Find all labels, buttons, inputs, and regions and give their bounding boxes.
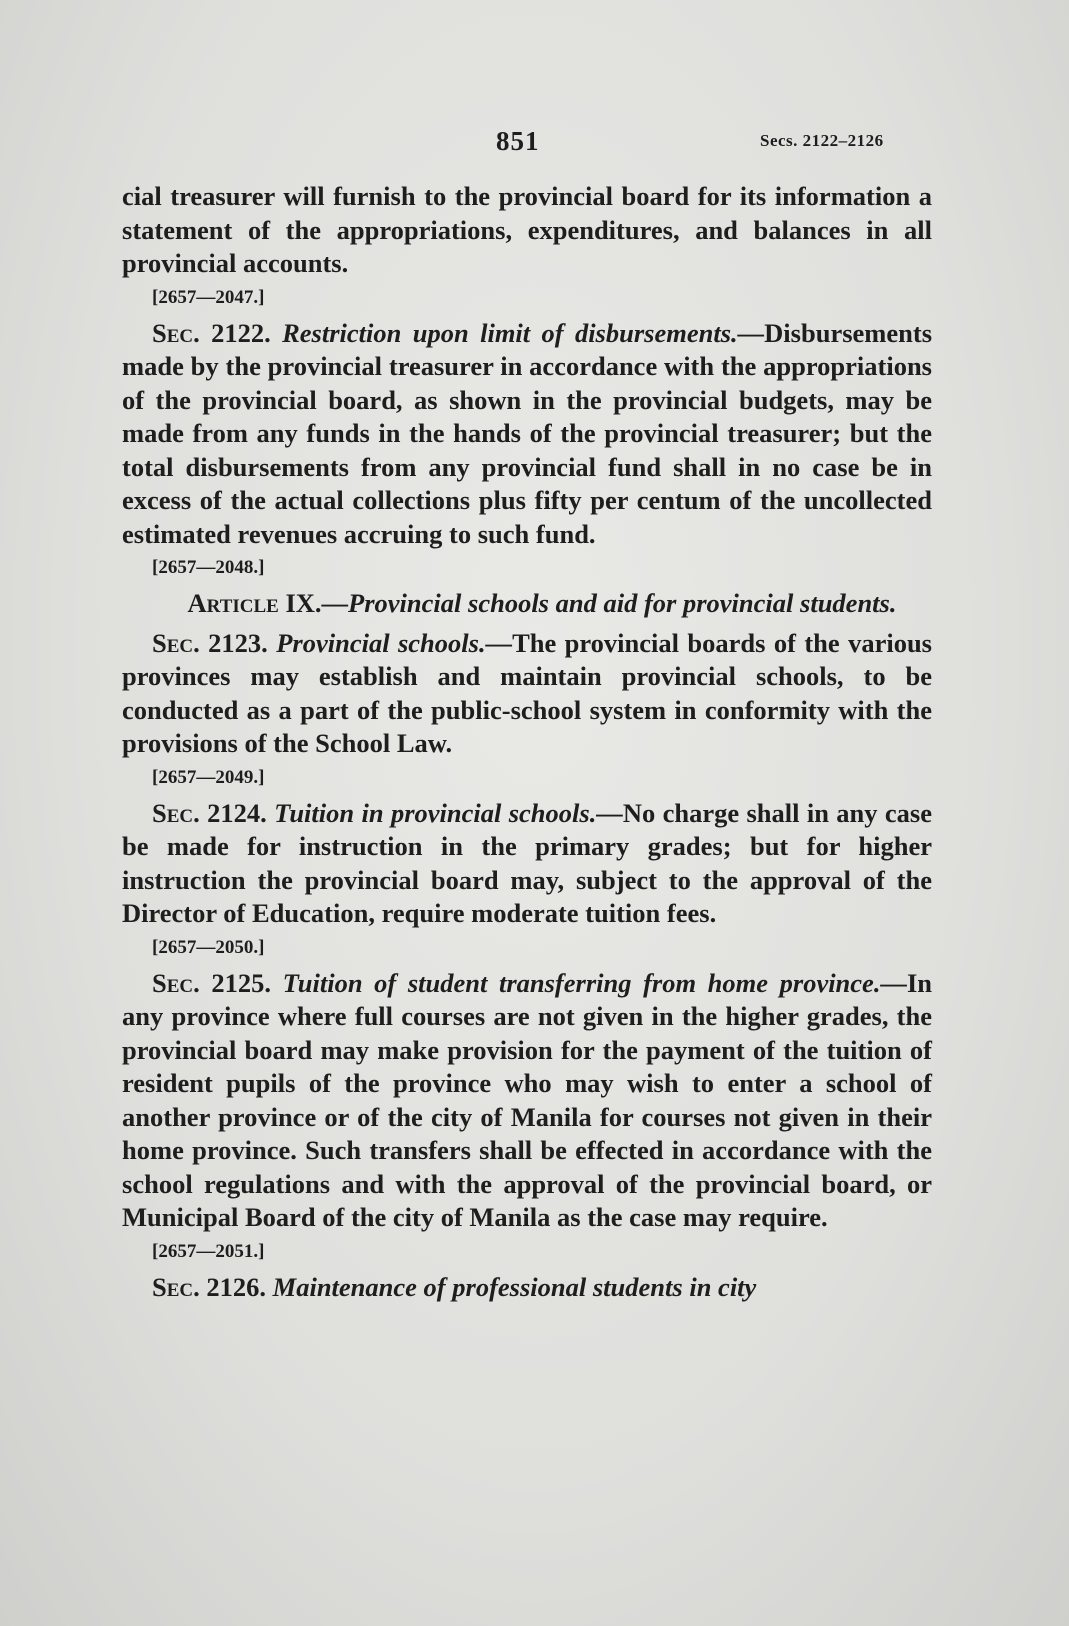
section-label: Sec. 2125.	[152, 967, 271, 998]
section-paragraph	[122, 1271, 932, 1305]
section-text: Disbursements made by the provincial treasurer in accordance with the appropriations of the provincial board, as shown in the provincial budgets, may be made from any funds in the hands of the provincial treasurer; but the total disbursements from any provincial fund shall in no case be in excess of the actual collections plus fifty per centum of the uncollected estimated revenues accruing to such fund.	[122, 317, 933, 549]
section-text: No charge shall in any case be made for instruction in the primary grades; but for higher instruction the provincial board may, subject to the approval of the Director of Education, require moderate tuition fees.	[122, 797, 932, 928]
section-paragraph	[122, 317, 932, 552]
source-citation: [2657—2047.]	[152, 286, 265, 308]
article-title: Provincial schools and aid for provincial students.	[348, 588, 897, 618]
section-title: Provincial schools.—	[276, 627, 513, 658]
continuation-paragraph: cial treasurer will furnish to the provincial board for its information a statement of the appropriations, expenditures, and balances in all provincial accounts.	[122, 181, 932, 278]
section-title: Maintenance of professional students in city	[272, 1271, 757, 1302]
source-citation: [2657—2050.]	[152, 936, 265, 958]
document-body	[122, 180, 932, 1304]
sections-range: Secs. 2122–2126	[760, 131, 884, 150]
section-title: Tuition in provincial schools.—	[274, 797, 623, 828]
section-label: Sec. 2124.	[152, 797, 267, 828]
source-citation: [2657—2049.]	[152, 766, 265, 788]
source-citation: [2657—2051.]	[152, 1240, 265, 1262]
section-title: Tuition of student transferring from home province.—	[282, 967, 907, 998]
source-citation: [2657—2048.]	[152, 557, 265, 578]
section-text: In any province where full courses are not given in the higher grades, the provincial board may make provision for the payment of the tuition of resident pupils of the province who may wish to enter a school of another province or of the city of Manila for courses not given in their home province. Such transfers shall be effected in accordance with the school regulations and with the approval of the provincial board, or Municipal Board of the city of Manila as the case may require.	[122, 967, 933, 1232]
article-heading	[152, 587, 932, 621]
section-title: Restriction upon limit of disbursements.—	[282, 317, 765, 348]
section-paragraph	[122, 967, 932, 1235]
section-label: Sec. 2122.	[152, 317, 271, 348]
section-text: The provincial boards of the various provinces may establish and maintain provincial schools, to be conducted as a part of the public-school system in conformity with the provisions of the School Law.	[122, 627, 932, 758]
page-header	[0, 126, 1069, 166]
section-paragraph	[122, 797, 932, 931]
page-number: 851	[496, 126, 540, 156]
section-label: Sec. 2126.	[152, 1271, 267, 1302]
section-label: Sec. 2123.	[152, 627, 268, 658]
section-paragraph	[122, 627, 932, 761]
article-label: Article IX.—	[187, 588, 349, 618]
